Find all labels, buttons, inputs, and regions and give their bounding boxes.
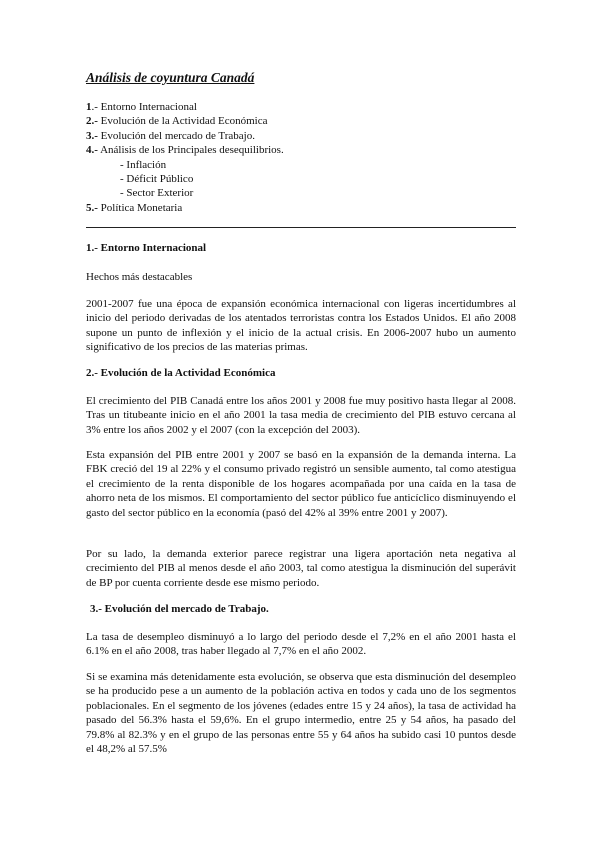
toc-label: Política Monetaria [100,201,183,214]
paragraph: El crecimiento del PIB Canadá entre los años 2001 y 2008 fue muy positivo hasta llegar al 2008. Tras un titubeante inicio en el año 2001 la tasa media de crecimiento del PIB estuvo cercana al 3% entre los años 2002 y el 2007 (con la excepción del 2003). [86,395,516,436]
section-heading: 1.- Entorno Internacional [86,242,207,254]
toc-label: Evolución del mercado de Trabajo. [100,129,255,142]
section-2-para-3 [86,547,516,590]
toc-number: 3.- [86,129,98,142]
toc-number: 4.- [86,144,98,157]
section-heading: 3.- Evolución del mercado de Trabajo. [90,603,269,615]
section-2-para-2 [86,448,516,520]
section-heading: 2.- Evolución de la Actividad Económica [86,367,276,379]
paragraph: 2001-2007 fue una época de expansión económica internacional con ligeras incertidumbres al inicio del periodo derivadas de los atentados terroristas contra los Estados Unidos. El año 2008 supone un punto de inflexión y el inicio de la actual crisis. En 2006-2007 hubo un aumento significativo de los precios de las materias primas. [86,298,516,354]
toc-subitem-sector-exterior: - Sector Exterior [120,187,194,200]
toc-label: Análisis de los Principales desequilibrios. [100,144,284,157]
toc-number: 1 [86,101,92,113]
toc-subitem-inflacion: - Inflación [120,158,167,171]
horizontal-divider [86,227,516,228]
toc-separator: .- [91,101,101,113]
toc-label: Entorno Internacional [100,101,197,113]
paragraph: Esta expansión del PIB entre 2001 y 2007 se basó en la expansión de la demanda interna. La FBK creció del 19 al 22% y el consumo privado registró un sensible aumento, tal como atestigua el crecimiento de la renta disponible de los hogares acompañada por una caída en la tasa de ahorro neta de los mismos. El comportamiento del sector público fue anticíclico disminuyendo el gasto del sector público en la economía (pasó del 42% al 39% entre 2001 y 2007). [86,449,516,519]
section-2-heading-block [86,367,516,379]
table-of-contents [86,100,284,215]
toc-label: Evolución de la Actividad Económica [100,115,268,128]
section-3-heading-block [90,603,520,615]
section-2-para-1 [86,394,516,437]
toc-item-2 [86,114,284,128]
paragraph: La tasa de desempleo disminuyó a lo largo del periodo desde el 7,2% en el año 2001 hasta el 6.1% en el año 2008, tras haber llegado al 7,7% en el año 2002. [86,631,516,658]
section-3-para-2 [86,670,516,756]
section-1-heading-block [86,242,516,254]
toc-item-4 [86,143,284,157]
paragraph: Hechos más destacables [86,271,193,283]
section-3-para-1 [86,630,516,659]
toc-number: 5.- [86,201,98,214]
paragraph: Si se examina más detenidamente esta evolución, se observa que esta disminución del desempleo se ha producido pese a un aumento de la población activa en todos y cada uno de los segmentos poblacionales. En el segmento de los jóvenes (edades entre 15 y 24 años), la tasa de actividad ha pasado del 56.3% hasta el 59,6%. En el grupo intermedio, entre 25 y 54 años, ha pasado del 79.8% al 82.3% y en el grupo de las personas entre 55 y 64 años ha subido casi 10 puntos desde el 48,2% al 57.5% [86,671,516,756]
toc-subitem-deficit: - Déficit Público [120,173,194,186]
toc-item-3 [86,129,284,143]
toc-item-1 [86,100,284,114]
paragraph: Por su lado, la demanda exterior parece registrar una ligera aportación neta negativa al crecimiento del PIB al menos desde el año 2003, tal como atestigua la disminución del superávit de BP por cuenta corriente desde ese mismo periodo. [86,548,516,589]
document-title: Análisis de coyuntura Canadá [86,70,255,85]
toc-item-5 [86,201,284,215]
section-1-intro [86,270,516,284]
toc-number: 2.- [86,115,98,128]
section-1-body [86,297,516,355]
